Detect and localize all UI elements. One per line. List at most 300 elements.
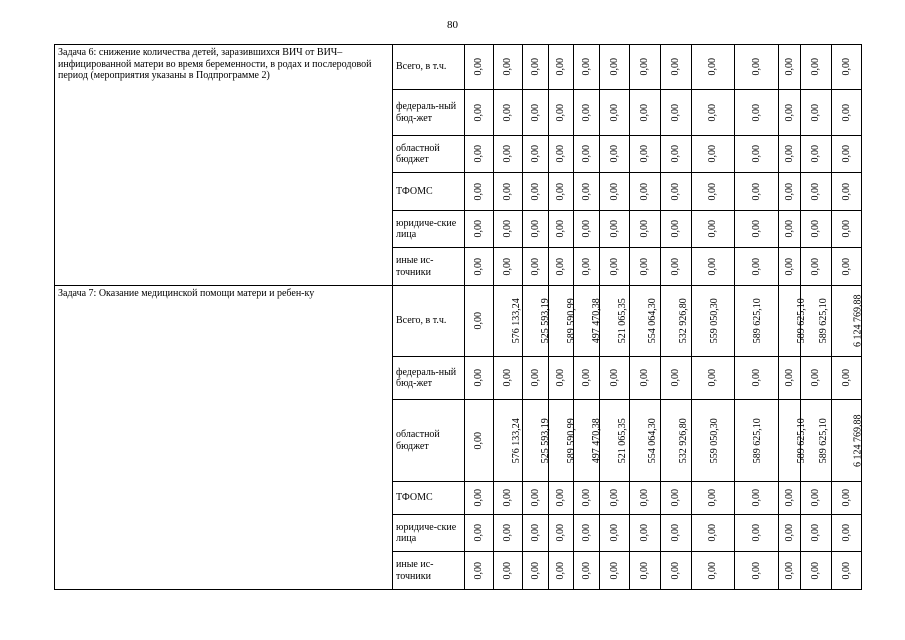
- value-cell: [801, 90, 832, 136]
- value-cell: [600, 136, 630, 173]
- cell-value: 0,00: [580, 257, 592, 276]
- cell-value: 0,00: [707, 58, 719, 76]
- value-cell: [832, 400, 862, 482]
- cell-value: 0,00: [608, 561, 620, 580]
- cell-value: 0,00: [639, 561, 651, 580]
- cell-value: 0,00: [783, 145, 795, 163]
- cell-value: 0,00: [783, 58, 795, 76]
- value-cell: [832, 515, 862, 552]
- cell-value: 0,00: [670, 182, 682, 201]
- funding-source: Всего, в т.ч.: [393, 286, 465, 357]
- funding-source: областной бюджет: [393, 136, 465, 173]
- cell-value: 0,00: [473, 561, 485, 580]
- value-cell: [630, 400, 661, 482]
- value-cell: [574, 400, 600, 482]
- value-cell: [574, 357, 600, 400]
- cell-value: 0,00: [750, 257, 762, 276]
- value-cell: [661, 45, 692, 90]
- cell-value: 0,00: [502, 369, 514, 387]
- funding-source: ТФОМС: [393, 173, 465, 211]
- cell-value: 0,00: [608, 369, 620, 387]
- value-cell: [523, 248, 549, 286]
- value-cell: [465, 400, 494, 482]
- cell-value: 0,00: [783, 369, 795, 387]
- cell-value: 0,00: [529, 58, 541, 76]
- value-cell: [735, 90, 779, 136]
- value-cell: [549, 136, 574, 173]
- funding-source: иные ис-точники: [393, 552, 465, 590]
- value-cell: [630, 482, 661, 515]
- cell-value: 0,00: [580, 220, 592, 238]
- value-cell: [735, 357, 779, 400]
- cell-value: 0,00: [608, 103, 620, 122]
- cell-value: 532 926,80: [677, 298, 689, 344]
- cell-value: 525 593,19: [539, 418, 551, 463]
- cell-value: 0,00: [810, 58, 822, 76]
- value-cell: [692, 286, 735, 357]
- value-cell: [832, 357, 862, 400]
- value-cell: [779, 90, 801, 136]
- cell-value: 6 124 769,88: [852, 414, 864, 467]
- cell-value: 0,00: [529, 561, 541, 580]
- cell-value: 0,00: [707, 561, 719, 580]
- cell-value: 0,00: [810, 257, 822, 276]
- value-cell: [832, 552, 862, 590]
- value-cell: [630, 173, 661, 211]
- cell-value: 0,00: [555, 220, 567, 238]
- cell-value: 0,00: [810, 369, 822, 387]
- cell-value: 0,00: [608, 182, 620, 201]
- value-cell: [779, 45, 801, 90]
- cell-value: 0,00: [783, 524, 795, 542]
- cell-value: 0,00: [750, 182, 762, 201]
- cell-value: 0,00: [529, 369, 541, 387]
- value-cell: [801, 357, 832, 400]
- value-cell: [832, 45, 862, 90]
- cell-value: 0,00: [555, 369, 567, 387]
- value-cell: [494, 211, 523, 248]
- cell-value: 0,00: [707, 489, 719, 507]
- cell-value: 0,00: [840, 369, 852, 387]
- value-cell: [779, 357, 801, 400]
- funding-source: федераль-ный бюд-жет: [393, 357, 465, 400]
- value-cell: [523, 90, 549, 136]
- value-cell: [549, 211, 574, 248]
- cell-value: 0,00: [639, 489, 651, 507]
- cell-value: 0,00: [750, 145, 762, 163]
- cell-value: 0,00: [750, 561, 762, 580]
- cell-value: 0,00: [473, 312, 485, 330]
- value-cell: [574, 248, 600, 286]
- task-description: Задача 6: снижение количества детей, заразившихся ВИЧ от ВИЧ–инфицированной матери во время беременности, в родах и послеродовой период (мероприятия указаны в Подпрограмме 2): [55, 45, 393, 286]
- value-cell: [549, 482, 574, 515]
- cell-value: 0,00: [783, 103, 795, 122]
- cell-value: 0,00: [473, 257, 485, 276]
- cell-value: 0,00: [840, 58, 852, 76]
- value-cell: [574, 45, 600, 90]
- cell-value: 0,00: [639, 103, 651, 122]
- cell-value: 0,00: [750, 524, 762, 542]
- cell-value: 0,00: [639, 182, 651, 201]
- cell-value: 521 065,35: [616, 298, 628, 344]
- cell-value: 0,00: [580, 145, 592, 163]
- cell-value: 497 470,38: [590, 298, 602, 344]
- cell-value: 0,00: [810, 561, 822, 580]
- cell-value: 0,00: [783, 489, 795, 507]
- value-cell: [600, 482, 630, 515]
- cell-value: 525 593,19: [539, 298, 551, 344]
- value-cell: [600, 45, 630, 90]
- value-cell: [523, 357, 549, 400]
- cell-value: 0,00: [580, 489, 592, 507]
- value-cell: [630, 515, 661, 552]
- cell-value: 0,00: [580, 369, 592, 387]
- value-cell: [692, 482, 735, 515]
- cell-value: 521 065,35: [616, 418, 628, 463]
- cell-value: 0,00: [840, 145, 852, 163]
- value-cell: [832, 482, 862, 515]
- cell-value: 0,00: [639, 220, 651, 238]
- value-cell: [574, 286, 600, 357]
- value-cell: [630, 90, 661, 136]
- cell-value: 0,00: [670, 257, 682, 276]
- cell-value: 0,00: [473, 489, 485, 507]
- cell-value: 0,00: [473, 58, 485, 76]
- value-cell: [692, 552, 735, 590]
- cell-value: 0,00: [502, 58, 514, 76]
- value-cell: [494, 248, 523, 286]
- value-cell: [661, 173, 692, 211]
- cell-value: 554 064,30: [646, 418, 658, 463]
- value-cell: [523, 515, 549, 552]
- cell-value: 0,00: [555, 103, 567, 122]
- cell-value: 6 124 769,88: [852, 294, 864, 348]
- value-cell: [832, 90, 862, 136]
- value-cell: [465, 211, 494, 248]
- value-cell: [735, 286, 779, 357]
- value-cell: [779, 482, 801, 515]
- funding-source: юридиче-ские лица: [393, 211, 465, 248]
- value-cell: [549, 400, 577, 482]
- table-row: [55, 45, 862, 90]
- value-cell: [735, 552, 779, 590]
- cell-value: 0,00: [810, 524, 822, 542]
- funding-source: иные ис-точники: [393, 248, 465, 286]
- value-cell: [549, 357, 574, 400]
- cell-value: 0,00: [639, 145, 651, 163]
- cell-value: 0,00: [840, 182, 852, 201]
- value-cell: [801, 515, 832, 552]
- cell-value: 0,00: [810, 103, 822, 122]
- cell-value: 0,00: [670, 561, 682, 580]
- cell-value: 0,00: [502, 145, 514, 163]
- cell-value: 0,00: [750, 369, 762, 387]
- cell-value: 0,00: [707, 524, 719, 542]
- value-cell: [692, 400, 735, 482]
- value-cell: [494, 136, 523, 173]
- cell-value: 554 064,30: [646, 298, 658, 344]
- cell-value: 0,00: [670, 220, 682, 238]
- cell-value: 0,00: [502, 220, 514, 238]
- cell-value: 0,00: [529, 145, 541, 163]
- value-cell: [494, 552, 523, 590]
- value-cell: [630, 552, 661, 590]
- cell-value: 0,00: [840, 257, 852, 276]
- cell-value: 0,00: [707, 182, 719, 201]
- value-cell: [661, 357, 692, 400]
- cell-value: 559 050,30: [708, 418, 720, 463]
- cell-value: 589 625,10: [751, 418, 763, 463]
- value-cell: [549, 45, 574, 90]
- value-cell: [661, 211, 692, 248]
- value-cell: [735, 400, 779, 482]
- value-cell: [801, 136, 832, 173]
- cell-value: 0,00: [670, 524, 682, 542]
- value-cell: [523, 45, 549, 90]
- value-cell: [832, 248, 862, 286]
- value-cell: [661, 515, 692, 552]
- value-cell: [574, 173, 600, 211]
- value-cell: [494, 515, 523, 552]
- cell-value: 0,00: [580, 182, 592, 201]
- value-cell: [465, 286, 494, 357]
- cell-value: 0,00: [608, 58, 620, 76]
- cell-value: 0,00: [670, 489, 682, 507]
- value-cell: [574, 552, 600, 590]
- value-cell: [600, 552, 630, 590]
- cell-value: 0,00: [529, 182, 541, 201]
- value-cell: [630, 45, 661, 90]
- value-cell: [832, 211, 862, 248]
- value-cell: [465, 552, 494, 590]
- value-cell: [735, 173, 779, 211]
- cell-value: 0,00: [473, 103, 485, 122]
- cell-value: 0,00: [670, 369, 682, 387]
- cell-value: 0,00: [555, 524, 567, 542]
- funding-source: федераль-ный бюд-жет: [393, 90, 465, 136]
- value-cell: [465, 90, 494, 136]
- value-cell: [600, 400, 630, 482]
- cell-value: 0,00: [580, 58, 592, 76]
- cell-value: 0,00: [639, 58, 651, 76]
- value-cell: [801, 173, 832, 211]
- value-cell: [600, 173, 630, 211]
- cell-value: 0,00: [473, 220, 485, 238]
- cell-value: 576 133,24: [510, 418, 522, 463]
- value-cell: [494, 90, 523, 136]
- value-cell: [692, 248, 735, 286]
- value-cell: [832, 286, 862, 357]
- value-cell: [661, 400, 692, 482]
- value-cell: [574, 136, 600, 173]
- value-cell: [494, 400, 523, 482]
- cell-value: 0,00: [840, 561, 852, 580]
- cell-value: 0,00: [555, 489, 567, 507]
- cell-value: 0,00: [555, 145, 567, 163]
- value-cell: [801, 211, 832, 248]
- cell-value: 0,00: [639, 369, 651, 387]
- cell-value: 0,00: [670, 145, 682, 163]
- cell-value: 589 625,10: [751, 298, 763, 344]
- value-cell: [661, 248, 692, 286]
- value-cell: [832, 173, 862, 211]
- value-cell: [735, 482, 779, 515]
- cell-value: 589 625,10: [795, 298, 807, 344]
- cell-value: 0,00: [529, 103, 541, 122]
- cell-value: 0,00: [783, 257, 795, 276]
- cell-value: 0,00: [580, 103, 592, 122]
- cell-value: 0,00: [810, 220, 822, 238]
- cell-value: 0,00: [840, 489, 852, 507]
- value-cell: [779, 400, 807, 482]
- value-cell: [661, 286, 692, 357]
- cell-value: 0,00: [840, 524, 852, 542]
- funding-source: ТФОМС: [393, 482, 465, 515]
- cell-value: 0,00: [810, 182, 822, 201]
- cell-value: 0,00: [502, 561, 514, 580]
- value-cell: [465, 173, 494, 211]
- funding-source: областной бюджет: [393, 400, 465, 482]
- value-cell: [661, 90, 692, 136]
- cell-value: 0,00: [810, 489, 822, 507]
- cell-value: 0,00: [840, 220, 852, 238]
- value-cell: [523, 136, 549, 173]
- value-cell: [549, 515, 574, 552]
- cell-value: 0,00: [608, 524, 620, 542]
- value-cell: [494, 357, 523, 400]
- value-cell: [661, 136, 692, 173]
- value-cell: [630, 357, 661, 400]
- value-cell: [549, 552, 574, 590]
- cell-value: 0,00: [670, 58, 682, 76]
- cell-value: 576 133,24: [510, 298, 522, 344]
- value-cell: [549, 90, 574, 136]
- value-cell: [600, 357, 630, 400]
- value-cell: [600, 248, 630, 286]
- cell-value: 0,00: [555, 257, 567, 276]
- value-cell: [779, 211, 801, 248]
- cell-value: 0,00: [707, 220, 719, 238]
- cell-value: 0,00: [580, 561, 592, 580]
- funding-source: юридиче-ские лица: [393, 515, 465, 552]
- cell-value: 0,00: [783, 182, 795, 201]
- cell-value: 0,00: [810, 145, 822, 163]
- cell-value: 0,00: [529, 220, 541, 238]
- cell-value: 0,00: [473, 145, 485, 163]
- value-cell: [549, 286, 577, 357]
- cell-value: 0,00: [707, 257, 719, 276]
- value-cell: [600, 90, 630, 136]
- cell-value: 0,00: [670, 103, 682, 122]
- cell-value: 0,00: [750, 220, 762, 238]
- cell-value: 0,00: [555, 182, 567, 201]
- cell-value: 0,00: [707, 103, 719, 122]
- cell-value: 559 050,30: [708, 298, 720, 344]
- cell-value: 0,00: [529, 524, 541, 542]
- value-cell: [661, 482, 692, 515]
- value-cell: [779, 286, 807, 357]
- value-cell: [779, 552, 801, 590]
- cell-value: 0,00: [750, 489, 762, 507]
- value-cell: [574, 482, 600, 515]
- cell-value: 0,00: [502, 257, 514, 276]
- value-cell: [465, 248, 494, 286]
- funding-source: Всего, в т.ч.: [393, 45, 465, 90]
- value-cell: [494, 45, 523, 90]
- value-cell: [465, 45, 494, 90]
- cell-value: 0,00: [707, 369, 719, 387]
- value-cell: [523, 173, 549, 211]
- value-cell: [523, 400, 549, 482]
- cell-value: 0,00: [529, 489, 541, 507]
- table-row: [55, 286, 862, 357]
- cell-value: 0,00: [502, 103, 514, 122]
- value-cell: [692, 136, 735, 173]
- value-cell: [692, 90, 735, 136]
- cell-value: 589 625,10: [817, 418, 829, 463]
- cell-value: 0,00: [502, 489, 514, 507]
- value-cell: [630, 136, 661, 173]
- value-cell: [523, 552, 549, 590]
- value-cell: [661, 552, 692, 590]
- value-cell: [735, 248, 779, 286]
- value-cell: [465, 136, 494, 173]
- page-number: 80: [447, 19, 458, 31]
- cell-value: 0,00: [555, 561, 567, 580]
- value-cell: [574, 515, 600, 552]
- value-cell: [779, 173, 801, 211]
- funding-table-body: [55, 45, 862, 590]
- cell-value: 0,00: [502, 524, 514, 542]
- value-cell: [801, 482, 832, 515]
- value-cell: [600, 286, 630, 357]
- value-cell: [692, 173, 735, 211]
- cell-value: 0,00: [639, 524, 651, 542]
- value-cell: [735, 515, 779, 552]
- value-cell: [523, 211, 549, 248]
- value-cell: [735, 211, 779, 248]
- cell-value: 0,00: [783, 220, 795, 238]
- value-cell: [494, 173, 523, 211]
- cell-value: 589 590,99: [565, 418, 577, 463]
- value-cell: [630, 211, 661, 248]
- value-cell: [574, 90, 600, 136]
- value-cell: [600, 515, 630, 552]
- value-cell: [692, 45, 735, 90]
- cell-value: 0,00: [580, 524, 592, 542]
- cell-value: 532 926,80: [677, 418, 689, 463]
- value-cell: [735, 45, 779, 90]
- cell-value: 0,00: [783, 561, 795, 580]
- cell-value: 0,00: [502, 182, 514, 201]
- cell-value: 0,00: [840, 103, 852, 122]
- value-cell: [735, 136, 779, 173]
- cell-value: 0,00: [608, 145, 620, 163]
- cell-value: 0,00: [473, 524, 485, 542]
- value-cell: [801, 248, 832, 286]
- cell-value: 497 470,38: [590, 418, 602, 463]
- value-cell: [574, 211, 600, 248]
- value-cell: [465, 482, 494, 515]
- cell-value: 0,00: [750, 103, 762, 122]
- cell-value: 0,00: [608, 257, 620, 276]
- value-cell: [779, 136, 801, 173]
- funding-table: [54, 44, 862, 590]
- value-cell: [465, 515, 494, 552]
- value-cell: [523, 482, 549, 515]
- value-cell: [692, 211, 735, 248]
- cell-value: 0,00: [608, 220, 620, 238]
